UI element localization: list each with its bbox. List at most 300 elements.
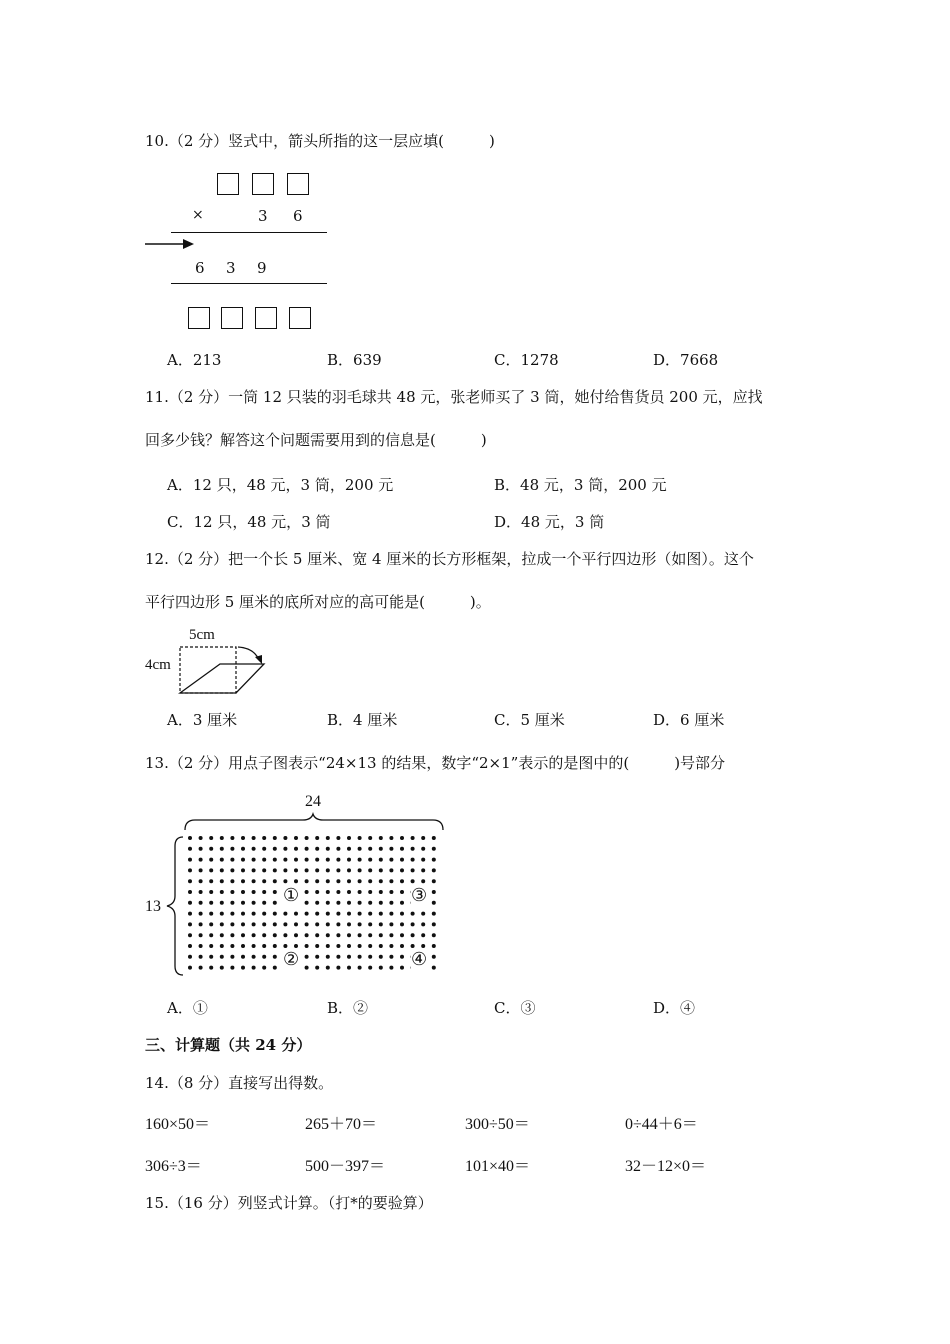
dot — [347, 836, 351, 840]
arrow-icon — [144, 237, 196, 251]
dot — [315, 922, 319, 926]
dot — [188, 847, 192, 851]
dot — [273, 912, 277, 916]
q13-option-a[interactable]: A．① — [167, 999, 208, 1017]
dot — [230, 901, 234, 905]
dot — [389, 879, 393, 883]
dot — [262, 955, 266, 959]
dot — [262, 922, 266, 926]
dot — [432, 944, 436, 948]
dot — [400, 922, 404, 926]
dot — [273, 868, 277, 872]
q10-multiplier-digit: 6 — [293, 207, 303, 225]
dot — [199, 912, 203, 916]
dot — [273, 966, 277, 970]
dot — [315, 868, 319, 872]
dot — [305, 933, 309, 937]
q14-expression: 306÷3＝ — [145, 1158, 202, 1175]
q13-top-label: 24 — [305, 793, 321, 810]
dot — [230, 847, 234, 851]
dot — [283, 847, 287, 851]
dot — [220, 858, 224, 862]
dot — [188, 933, 192, 937]
dot — [220, 868, 224, 872]
q14-expression: 101×40＝ — [465, 1158, 531, 1175]
dot — [209, 912, 213, 916]
dot — [347, 847, 351, 851]
dot — [347, 890, 351, 894]
dot — [273, 944, 277, 948]
q10-option-d[interactable]: D．7668 — [653, 351, 719, 369]
dot — [199, 966, 203, 970]
dot — [294, 847, 298, 851]
dot — [188, 966, 192, 970]
q13-region-label-4: ④ — [411, 949, 428, 970]
q14-expression: 0÷44＋6＝ — [625, 1116, 698, 1133]
dot — [262, 879, 266, 883]
dot — [241, 922, 245, 926]
dot — [326, 912, 330, 916]
dot — [220, 933, 224, 937]
dot — [283, 933, 287, 937]
dot — [252, 868, 256, 872]
dot — [400, 868, 404, 872]
dot — [262, 858, 266, 862]
dot — [315, 901, 319, 905]
dot — [241, 955, 245, 959]
dot — [411, 847, 415, 851]
q10-partial-digit: 9 — [257, 259, 267, 277]
dot — [262, 966, 266, 970]
dot — [379, 879, 383, 883]
dot — [241, 858, 245, 862]
dot — [294, 879, 298, 883]
dot — [411, 944, 415, 948]
q12-stem-line2: 平行四边形 5 厘米的底所对应的高可能是( )。 — [145, 593, 491, 611]
dot — [252, 858, 256, 862]
dot — [400, 847, 404, 851]
dot — [326, 858, 330, 862]
dot — [252, 836, 256, 840]
dot — [315, 955, 319, 959]
dot — [326, 901, 330, 905]
dot — [315, 858, 319, 862]
dot — [199, 879, 203, 883]
dot — [326, 944, 330, 948]
q11-option-a[interactable]: A．12 只，48 元，3 筒，200 元 — [167, 476, 394, 494]
dot — [188, 955, 192, 959]
dot — [379, 933, 383, 937]
dot — [389, 847, 393, 851]
dot — [336, 890, 340, 894]
dot — [400, 890, 404, 894]
dot — [241, 890, 245, 894]
dot — [283, 836, 287, 840]
dot — [199, 868, 203, 872]
dot — [336, 879, 340, 883]
q13-option-c[interactable]: C．③ — [494, 999, 536, 1017]
dot — [358, 922, 362, 926]
dot — [358, 901, 362, 905]
dot — [294, 944, 298, 948]
q13-region-label-3: ③ — [411, 885, 428, 906]
dot — [209, 955, 213, 959]
dot — [432, 933, 436, 937]
dot — [273, 890, 277, 894]
q14-expression: 500－397＝ — [305, 1158, 386, 1175]
dot — [283, 944, 287, 948]
dot — [199, 955, 203, 959]
dot — [432, 890, 436, 894]
dot — [336, 955, 340, 959]
dot — [209, 966, 213, 970]
dot — [358, 868, 362, 872]
q12-stem-line1: 12.（2 分）把一个长 5 厘米、宽 4 厘米的长方形框架，拉成一个平行四边形（如图）。这个 — [145, 550, 754, 568]
dot — [283, 912, 287, 916]
dot — [199, 890, 203, 894]
dot — [230, 912, 234, 916]
q10-box-top-1 — [217, 173, 239, 195]
dot — [315, 944, 319, 948]
dot — [368, 966, 372, 970]
dot — [262, 868, 266, 872]
dot — [326, 847, 330, 851]
dot — [305, 955, 309, 959]
dot — [315, 912, 319, 916]
dot — [347, 955, 351, 959]
dot — [336, 868, 340, 872]
q13-stem: 13.（2 分）用点子图表示“24×13 的结果，数字“2×1”表示的是图中的( )号部分 — [145, 754, 726, 772]
dot — [262, 944, 266, 948]
dot — [209, 944, 213, 948]
dot — [358, 836, 362, 840]
dot — [347, 933, 351, 937]
dot — [283, 858, 287, 862]
dot — [305, 890, 309, 894]
dot — [326, 890, 330, 894]
dot — [347, 879, 351, 883]
q14-stem: 14.（8 分）直接写出得数。 — [145, 1074, 334, 1092]
dot — [432, 858, 436, 862]
dot — [209, 847, 213, 851]
q11-stem-line1: 11.（2 分）一筒 12 只装的羽毛球共 48 元，张老师买了 3 筒，她付给售货员 200 元，应找 — [145, 388, 763, 406]
dot — [188, 901, 192, 905]
dot — [230, 922, 234, 926]
dot — [400, 879, 404, 883]
dot — [421, 868, 425, 872]
dot — [379, 944, 383, 948]
dot — [400, 858, 404, 862]
dot — [379, 912, 383, 916]
dot — [294, 836, 298, 840]
dot — [252, 922, 256, 926]
dot — [347, 912, 351, 916]
dot — [230, 858, 234, 862]
section-title: 三、计算题（共 24 分） — [145, 1036, 312, 1054]
q10-box-top-3 — [287, 173, 309, 195]
dot — [411, 858, 415, 862]
dot — [389, 922, 393, 926]
dot — [400, 955, 404, 959]
dot — [358, 890, 362, 894]
dot — [400, 901, 404, 905]
dot — [262, 847, 266, 851]
dot — [368, 901, 372, 905]
q14-expression: 160×50＝ — [145, 1116, 211, 1133]
dot — [347, 966, 351, 970]
dot — [220, 912, 224, 916]
dot — [220, 847, 224, 851]
q10-box-bottom-1 — [188, 307, 210, 329]
dot — [368, 836, 372, 840]
dot — [220, 836, 224, 840]
dot — [368, 944, 372, 948]
dot — [326, 933, 330, 937]
q13-left-label: 13 — [145, 898, 161, 915]
dot — [358, 955, 362, 959]
q13-region-label-1: ① — [283, 885, 300, 906]
dot — [400, 836, 404, 840]
dot — [358, 879, 362, 883]
dot — [326, 966, 330, 970]
dot — [336, 847, 340, 851]
dot — [368, 955, 372, 959]
dot — [230, 933, 234, 937]
dot — [358, 912, 362, 916]
dot — [389, 836, 393, 840]
dot — [305, 858, 309, 862]
dot — [305, 922, 309, 926]
dot — [241, 847, 245, 851]
dot — [326, 868, 330, 872]
dot — [368, 868, 372, 872]
dot — [389, 868, 393, 872]
dot — [252, 890, 256, 894]
dot — [305, 847, 309, 851]
dot — [400, 966, 404, 970]
dot — [241, 901, 245, 905]
dot — [273, 858, 277, 862]
q12-option-b[interactable]: B．4 厘米 — [327, 711, 398, 729]
dot — [347, 901, 351, 905]
dot — [199, 847, 203, 851]
dot — [273, 836, 277, 840]
dot — [379, 966, 383, 970]
dot — [368, 922, 372, 926]
dot — [283, 879, 287, 883]
dot — [188, 868, 192, 872]
dot — [347, 858, 351, 862]
dot — [241, 836, 245, 840]
dot — [199, 922, 203, 926]
q10-option-a[interactable]: A．213 — [167, 351, 222, 369]
dot — [368, 933, 372, 937]
dot — [294, 922, 298, 926]
q11-option-c[interactable]: C．12 只，48 元，3 筒 — [167, 513, 331, 531]
dot — [421, 879, 425, 883]
dot — [432, 922, 436, 926]
dot — [305, 966, 309, 970]
dot — [230, 879, 234, 883]
q15-stem: 15.（16 分）列竖式计算。（打*的要验算） — [145, 1194, 433, 1212]
dot — [188, 912, 192, 916]
dot — [421, 912, 425, 916]
dot — [230, 944, 234, 948]
dot — [389, 933, 393, 937]
q12-option-c[interactable]: C．5 厘米 — [494, 711, 565, 729]
dot — [336, 858, 340, 862]
dot — [358, 944, 362, 948]
dot — [241, 966, 245, 970]
dot — [209, 901, 213, 905]
q13-option-d[interactable]: D．④ — [653, 999, 696, 1017]
dot — [411, 879, 415, 883]
q12-parallelogram-shape — [176, 642, 268, 698]
dot — [389, 901, 393, 905]
dot — [188, 890, 192, 894]
q12-height-label: 4cm — [145, 657, 171, 673]
dot — [220, 955, 224, 959]
dot — [273, 922, 277, 926]
q10-partial-digit: 6 — [195, 259, 205, 277]
dot — [199, 858, 203, 862]
q11-option-b[interactable]: B．48 元，3 筒，200 元 — [494, 476, 667, 494]
dot — [379, 836, 383, 840]
dot — [411, 868, 415, 872]
q11-option-d[interactable]: D．48 元，3 筒 — [494, 513, 605, 531]
dot — [421, 922, 425, 926]
dot — [379, 847, 383, 851]
dot — [305, 901, 309, 905]
q10-box-bottom-2 — [221, 307, 243, 329]
dot — [358, 966, 362, 970]
dot — [368, 879, 372, 883]
dot — [252, 955, 256, 959]
q13-region-label-2: ② — [283, 949, 300, 970]
dot — [273, 847, 277, 851]
dot — [209, 858, 213, 862]
dot — [220, 890, 224, 894]
dot — [358, 847, 362, 851]
q12-option-a[interactable]: A．3 厘米 — [167, 711, 238, 729]
dot — [209, 933, 213, 937]
q12-option-d[interactable]: D．6 厘米 — [653, 711, 725, 729]
dot — [389, 955, 393, 959]
dot — [400, 944, 404, 948]
dot — [273, 955, 277, 959]
dot — [347, 922, 351, 926]
dot — [336, 912, 340, 916]
dot — [220, 966, 224, 970]
dot — [241, 912, 245, 916]
dot — [315, 966, 319, 970]
dot — [368, 890, 372, 894]
dot — [358, 858, 362, 862]
dot — [252, 847, 256, 851]
dot — [389, 944, 393, 948]
q14-expression: 300÷50＝ — [465, 1116, 530, 1133]
q10-stem: 10.（2 分）竖式中，箭头所指的这一层应填( ) — [145, 132, 495, 150]
dot — [262, 901, 266, 905]
dot — [368, 912, 372, 916]
dot — [336, 836, 340, 840]
dot — [336, 901, 340, 905]
dot — [188, 879, 192, 883]
dot — [188, 858, 192, 862]
q10-rule-2 — [171, 283, 327, 284]
dot — [421, 858, 425, 862]
dot — [220, 879, 224, 883]
dot — [432, 912, 436, 916]
dot — [421, 944, 425, 948]
dot — [209, 922, 213, 926]
dot — [230, 890, 234, 894]
dot — [241, 944, 245, 948]
dot — [389, 966, 393, 970]
dot — [336, 933, 340, 937]
dot — [379, 868, 383, 872]
dot — [294, 912, 298, 916]
q11-stem-line2: 回多少钱？解答这个问题需要用到的信息是( ) — [145, 431, 487, 449]
dot — [241, 868, 245, 872]
q13-option-b[interactable]: B．② — [327, 999, 369, 1017]
dot — [315, 933, 319, 937]
dot — [389, 858, 393, 862]
dot — [379, 955, 383, 959]
dot — [421, 836, 425, 840]
dot — [273, 879, 277, 883]
dot — [294, 858, 298, 862]
dot — [336, 922, 340, 926]
dot — [432, 836, 436, 840]
dot — [305, 912, 309, 916]
dot — [368, 847, 372, 851]
q10-option-c[interactable]: C．1278 — [494, 351, 559, 369]
dot — [209, 879, 213, 883]
dot — [411, 836, 415, 840]
dot — [283, 922, 287, 926]
dot — [347, 868, 351, 872]
dot — [379, 858, 383, 862]
dot — [199, 933, 203, 937]
dot — [305, 879, 309, 883]
dot — [326, 922, 330, 926]
dot — [252, 879, 256, 883]
dot — [230, 836, 234, 840]
dot — [326, 836, 330, 840]
dot — [432, 847, 436, 851]
dot — [379, 890, 383, 894]
q13-left-brace — [164, 834, 186, 978]
dot — [209, 836, 213, 840]
dot — [315, 890, 319, 894]
dot — [252, 933, 256, 937]
q10-box-bottom-3 — [255, 307, 277, 329]
dot — [358, 933, 362, 937]
dot — [400, 912, 404, 916]
dot — [421, 847, 425, 851]
dot — [230, 955, 234, 959]
dot — [220, 901, 224, 905]
dot — [432, 879, 436, 883]
dot — [389, 912, 393, 916]
dot — [347, 944, 351, 948]
dot — [262, 836, 266, 840]
dot — [411, 922, 415, 926]
dot — [241, 933, 245, 937]
q10-option-b[interactable]: B．639 — [327, 351, 382, 369]
q10-multiplier-digit: 3 — [258, 207, 268, 225]
